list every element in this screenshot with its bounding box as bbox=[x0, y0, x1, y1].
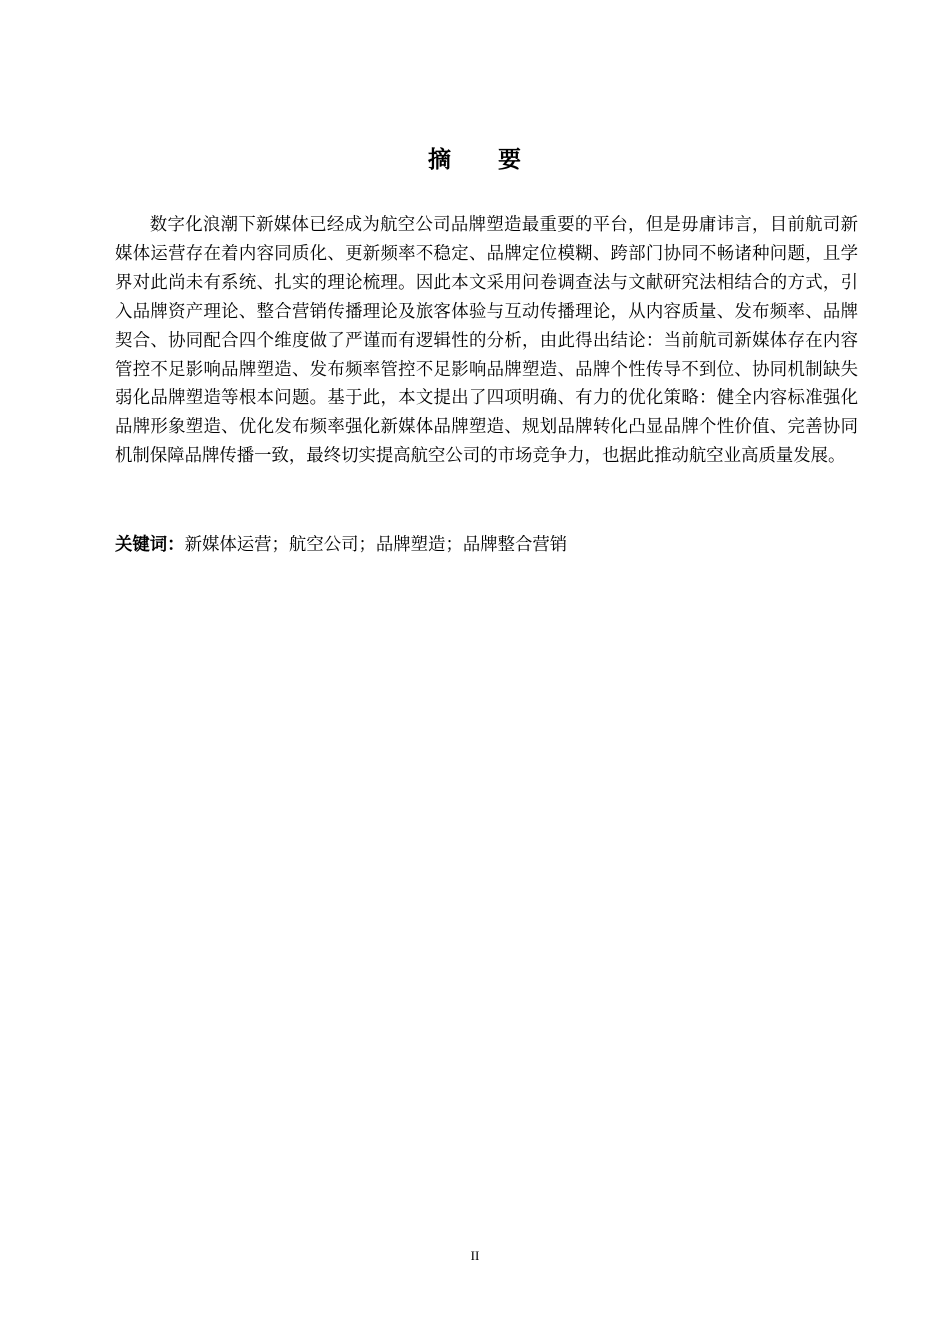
keywords-label: 关键词： bbox=[115, 535, 185, 555]
abstract-title-char-1: 摘 bbox=[428, 147, 452, 173]
keywords-line bbox=[115, 531, 858, 560]
abstract-body: 数字化浪潮下新媒体已经成为航空公司品牌塑造最重要的平台，但是毋庸讳言，目前航司新媒体运营存在着内容同质化、更新频率不稳定、品牌定位模糊、跨部门协同不畅诸种问题，且学界对此尚未有系统、扎实的理论梳理。因此本文采用问卷调查法与文献研究法相结合的方式，引入品牌资产理论、整合营销传播理论及旅客体验与互动传播理论，从内容质量、发布频率、品牌契合、协同配合四个维度做了严谨而有逻辑性的分析，由此得出结论：当前航司新媒体存在内容管控不足影响品牌塑造、发布频率管控不足影响品牌塑造、品牌个性传导不到位、协同机制缺失弱化品牌塑造等根本问题。基于此，本文提出了四项明确、有力的优化策略：健全内容标准强化品牌形象塑造、优化发布频率强化新媒体品牌塑造、规划品牌转化凸显品牌个性价值、完善协同机制保障品牌传播一致，最终切实提高航空公司的市场竞争力，也据此推动航空业高质量发展。 bbox=[115, 215, 858, 467]
page-number: II bbox=[470, 1248, 480, 1263]
keywords-value: 新媒体运营；航空公司；品牌塑造；品牌整合营销 bbox=[184, 535, 568, 555]
abstract-title bbox=[0, 142, 950, 178]
abstract-title-char-2: 要 bbox=[498, 147, 522, 173]
